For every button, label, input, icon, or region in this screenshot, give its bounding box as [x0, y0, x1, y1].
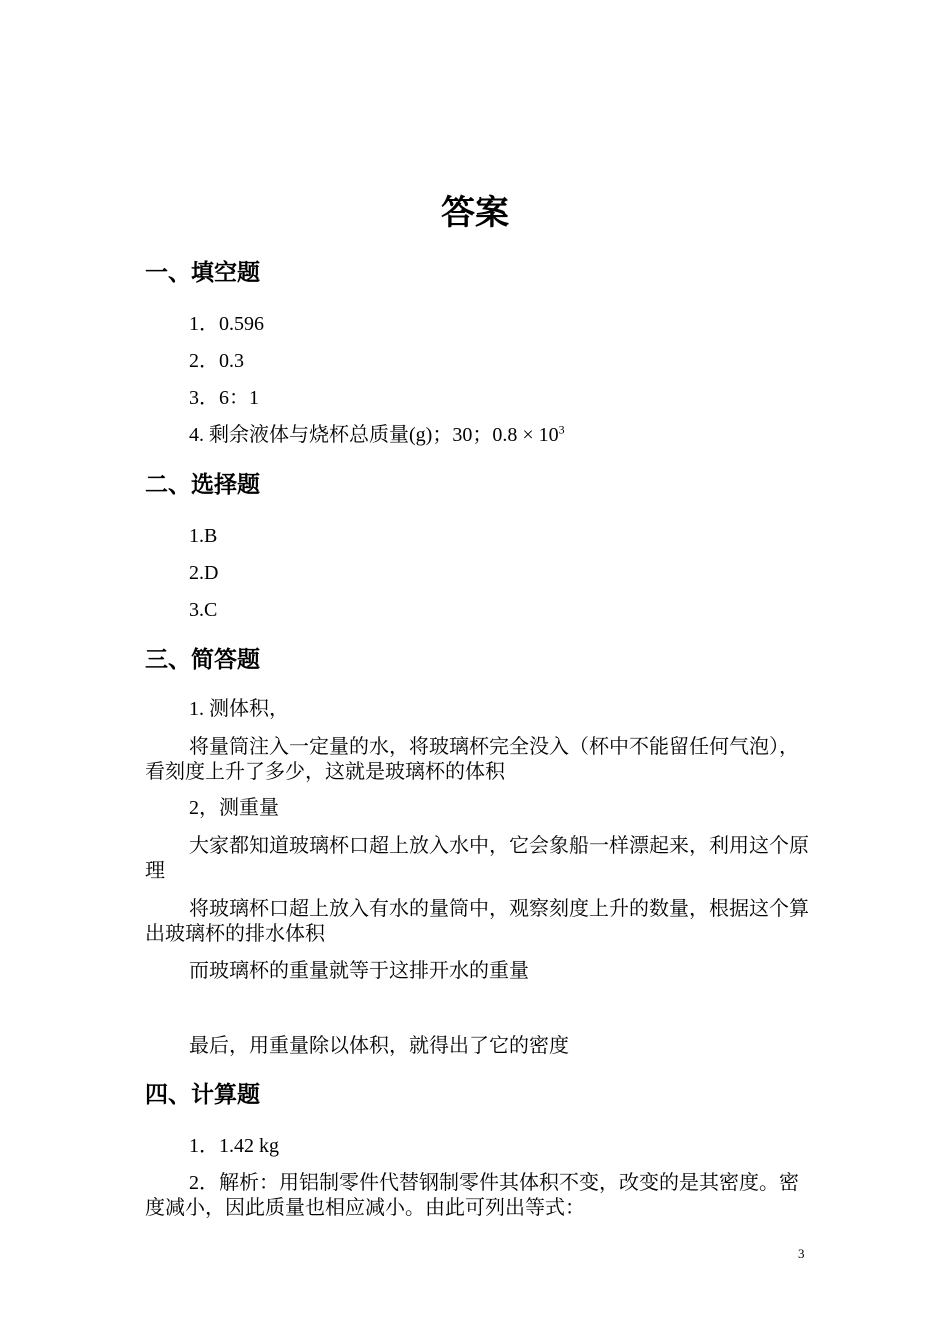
short-answer-paragraph: 1. 测体积， [189, 698, 289, 720]
fill-blank-answer-1: 1．0.596 [189, 313, 264, 335]
short-answer-paragraph: 将玻璃杯口超上放入有水的量筒中，观察刻度上升的数量，根据这个算出玻璃杯的排水体积 [145, 898, 809, 945]
fill-blank-answer-4-text: 4. 剩余液体与烧杯总质量(g)；30；0.8 × 10 [189, 424, 559, 446]
short-answer-paragraph: 而玻璃杯的重量就等于这排开水的重量 [189, 960, 529, 982]
short-answer-paragraph: 将量筒注入一定量的水，将玻璃杯完全没入（杯中不能留任何气泡），看刻度上升了多少，这就是玻璃杯的体积 [145, 736, 799, 783]
short-answer-paragraph: 最后，用重量除以体积，就得出了它的密度 [189, 1035, 569, 1057]
section-heading-short-answer: 三、简答题 [145, 647, 260, 673]
page-title: 答案 [441, 193, 509, 233]
choice-answer-3: 3.C [189, 599, 218, 621]
calculation-paragraph: 1．1.42 kg [189, 1135, 279, 1157]
section-heading-choice: 二、选择题 [145, 472, 260, 498]
section-heading-fill-blank: 一、填空题 [145, 260, 260, 286]
choice-answer-1: 1.B [189, 525, 218, 547]
short-answer-paragraph: 2，测重量 [189, 797, 279, 819]
fill-blank-answer-4-exponent: 3 [558, 422, 565, 437]
section-heading-calculation: 四、计算题 [145, 1082, 260, 1108]
fill-blank-answer-2: 2．0.3 [189, 350, 244, 372]
short-answer-paragraph: 大家都知道玻璃杯口超上放入水中，它会象船一样漂起来，利用这个原理 [145, 835, 809, 882]
choice-answer-2: 2.D [189, 562, 219, 584]
calculation-paragraph: 2．解析：用铝制零件代替钢制零件其体积不变，改变的是其密度。密度减小，因此质量也相应减小。由此可列出等式： [145, 1172, 799, 1219]
fill-blank-answer-3: 3．6：1 [189, 387, 259, 409]
page-number: 3 [798, 1246, 805, 1261]
fill-blank-answer-4 [145, 423, 815, 448]
